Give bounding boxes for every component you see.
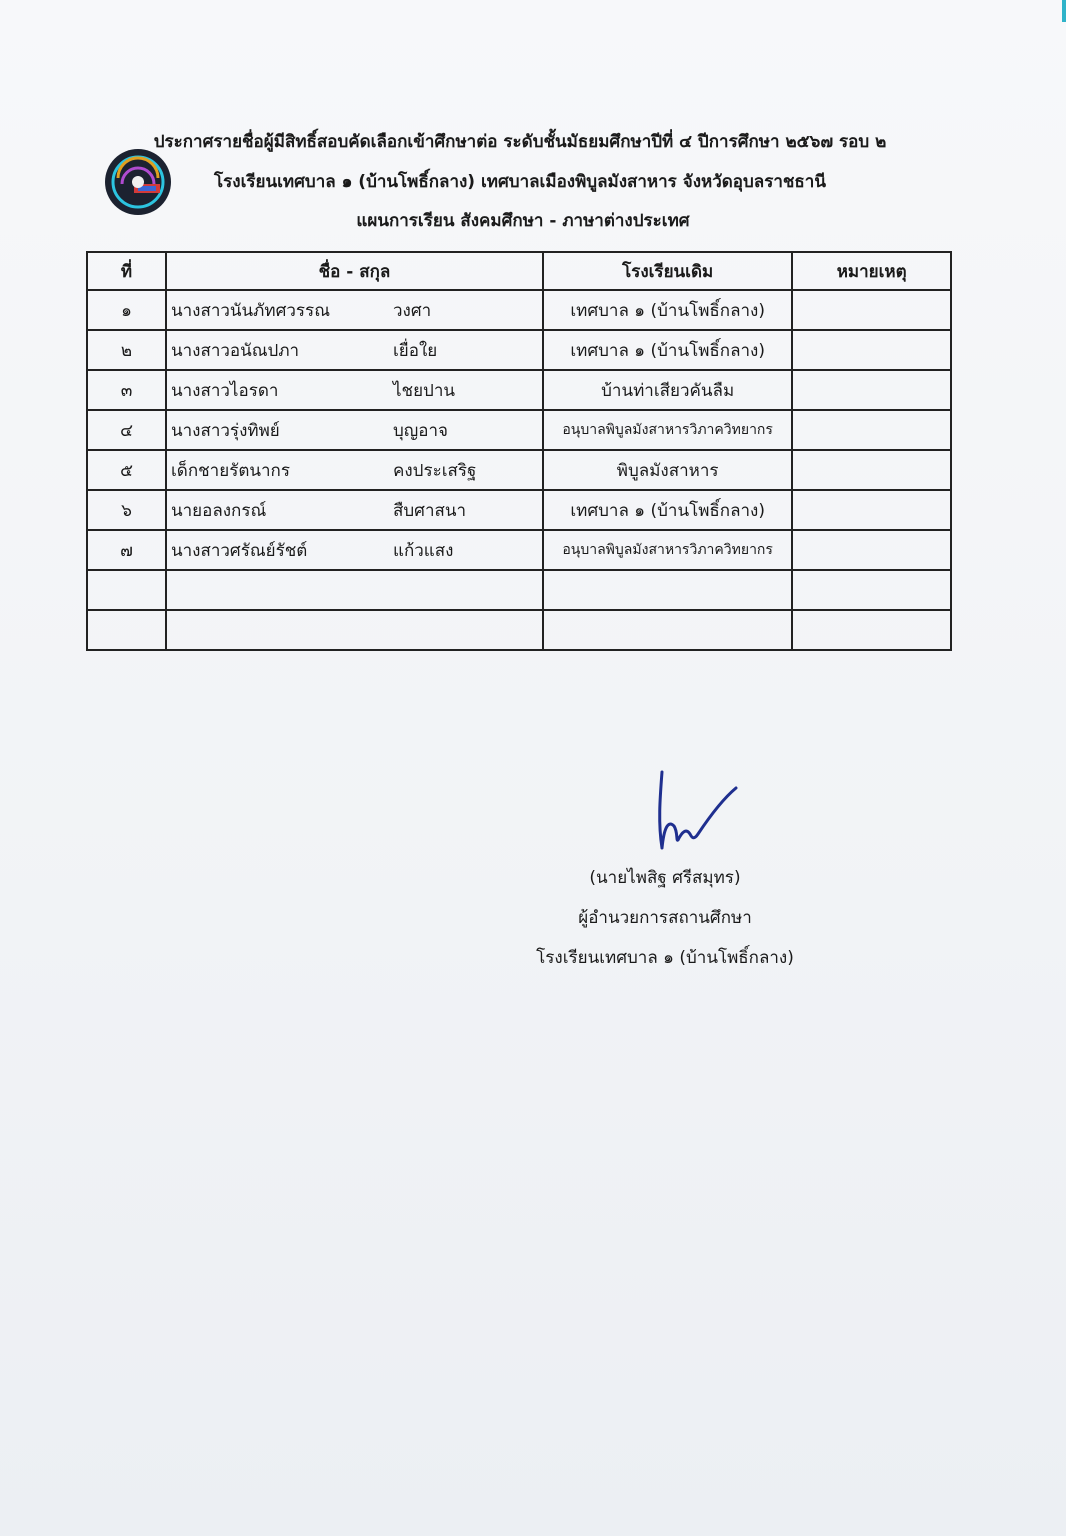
cell-name [166, 610, 543, 650]
cell-no: ๕ [87, 450, 166, 490]
cell-first-name: นางสาวนันภัทศวรรณ [171, 300, 330, 321]
cell-first-name: เด็กชายรัตนากร [171, 460, 290, 481]
cell-last-name: ไชยปาน [393, 380, 456, 401]
table-row [87, 370, 951, 410]
cell-school: บ้านท่าเสียวคันลืม [543, 370, 792, 410]
cell-note [792, 570, 951, 610]
cell-note [792, 530, 951, 570]
header-no: ที่ [87, 252, 166, 290]
header-name: ชื่อ - สกุล [166, 252, 543, 290]
cell-note [792, 290, 951, 330]
cell-first-name: นางสาวอนัณปภา [171, 340, 300, 361]
cell-school: อนุบาลพิบูลมังสาหารวิภาควิทยากร [543, 410, 792, 450]
cell-school [543, 610, 792, 650]
signatory-name: (นายไพสิฐ ศรีสมุทร) [589, 868, 741, 888]
cell-name [166, 290, 543, 330]
cell-no: ๑ [87, 290, 166, 330]
cell-no: ๓ [87, 370, 166, 410]
table-row [87, 490, 951, 530]
cell-school: เทศบาล ๑ (บ้านโพธิ์กลาง) [543, 330, 792, 370]
cell-last-name: บุญอาจ [393, 420, 448, 441]
cell-note [792, 370, 951, 410]
table-row [87, 530, 951, 570]
header-note: หมายเหตุ [792, 252, 951, 290]
cell-last-name: แก้วแสง [393, 540, 454, 561]
cell-note [792, 490, 951, 530]
header-line-3: แผนการเรียน สังคมศึกษา - ภาษาต่างประเทศ [356, 211, 690, 231]
table-row [87, 290, 951, 330]
cell-school: พิบูลมังสาหาร [543, 450, 792, 490]
cell-name [166, 330, 543, 370]
cell-first-name: นางสาวศรัณย์รัชต์ [171, 540, 308, 561]
cell-school [543, 570, 792, 610]
table-row [87, 330, 951, 370]
cell-note [792, 410, 951, 450]
cell-school: เทศบาล ๑ (บ้านโพธิ์กลาง) [543, 490, 792, 530]
cell-name [166, 530, 543, 570]
signature-icon [652, 768, 744, 856]
cell-note [792, 450, 951, 490]
cell-first-name: นางสาวไอรดา [171, 380, 279, 401]
cell-note [792, 610, 951, 650]
cell-first-name: นางสาวรุ่งทิพย์ [171, 420, 280, 441]
cell-no: ๔ [87, 410, 166, 450]
cell-no: ๗ [87, 530, 166, 570]
table-row-empty [87, 570, 951, 610]
edge-accent [1062, 0, 1066, 22]
cell-no: ๖ [87, 490, 166, 530]
table-row [87, 450, 951, 490]
table-row-empty [87, 610, 951, 650]
cell-last-name: วงศา [393, 300, 432, 321]
table-row [87, 410, 951, 450]
table-header-row [87, 252, 951, 290]
cell-name [166, 370, 543, 410]
cell-no: ๒ [87, 330, 166, 370]
cell-name [166, 450, 543, 490]
cell-name [166, 570, 543, 610]
cell-last-name: คงประเสริฐ [393, 460, 477, 481]
cell-last-name: เยื่อใย [393, 340, 438, 361]
header-school: โรงเรียนเดิม [543, 252, 792, 290]
cell-school: อนุบาลพิบูลมังสาหารวิภาควิทยากร [543, 530, 792, 570]
cell-last-name: สืบศาสนา [393, 500, 467, 521]
cell-school: เทศบาล ๑ (บ้านโพธิ์กลาง) [543, 290, 792, 330]
header-line-2: โรงเรียนเทศบาล ๑ (บ้านโพธิ์กลาง) เทศบาลเมืองพิบูลมังสาหาร จังหวัดอุบลราชธานี [214, 172, 826, 192]
roster-table [86, 251, 952, 651]
cell-note [792, 330, 951, 370]
cell-name [166, 490, 543, 530]
signatory-school: โรงเรียนเทศบาล ๑ (บ้านโพธิ์กลาง) [536, 948, 794, 968]
header-line-1: ประกาศรายชื่อผู้มีสิทธิ์สอบคัดเลือกเข้าศึกษาต่อ ระดับชั้นมัธยมศึกษาปีที่ ๔ ปีการศึกษา ๒๕๖๗ รอบ ๒ [153, 132, 887, 152]
signatory-position: ผู้อำนวยการสถานศึกษา [578, 908, 752, 928]
cell-no [87, 570, 166, 610]
cell-first-name: นายอลงกรณ์ [171, 500, 267, 521]
cell-no [87, 610, 166, 650]
cell-name [166, 410, 543, 450]
